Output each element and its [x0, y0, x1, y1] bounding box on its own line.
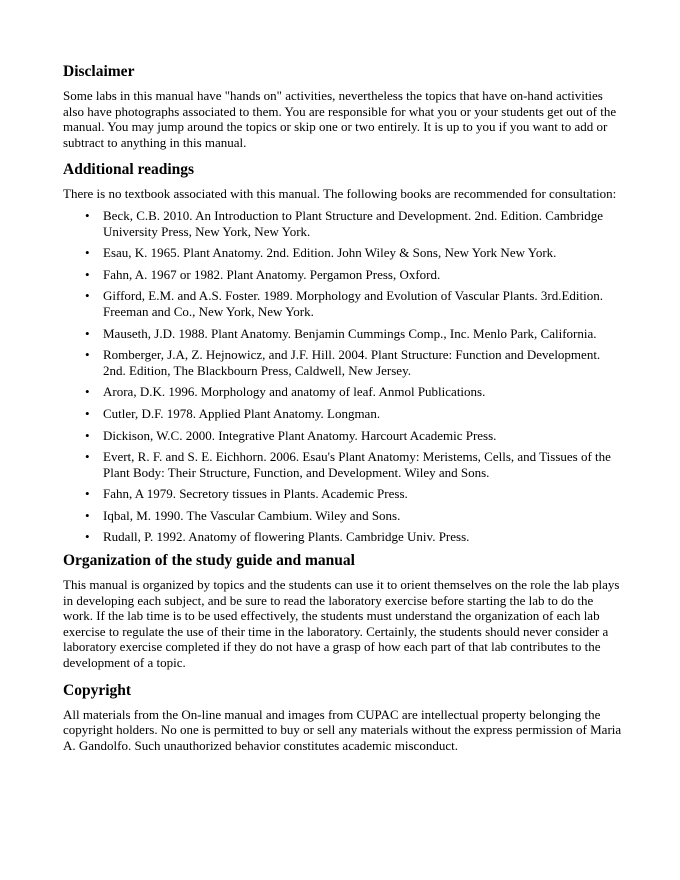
bullet-marker: • — [85, 288, 90, 304]
reference-text: Fahn, A 1979. Secretory tissues in Plants. Academic Press. — [103, 486, 408, 502]
copyright-heading: Copyright — [63, 681, 132, 699]
bullet-marker: • — [85, 405, 90, 421]
reference-item — [63, 267, 622, 283]
organization-heading: Organization of the study guide and manual — [63, 552, 355, 570]
bullet-marker: • — [85, 427, 90, 443]
reference-item — [63, 406, 622, 422]
reference-list — [63, 208, 622, 545]
reference-item — [63, 486, 622, 502]
reference-item — [63, 449, 622, 480]
reference-text: Dickison, W.C. 2000. Integrative Plant Anatomy. Harcourt Academic Press. — [103, 427, 497, 443]
disclaimer-body: Some labs in this manual have "hands on" activities, nevertheless the topics that have on-hand activities also have photographs associated to them. You are responsible for what you or your students get out of the manual. You may jump around the topics or skip one or two entirely. It is up to you if you want to add or subtract to anything in this manual. — [63, 88, 617, 150]
bullet-marker: • — [85, 449, 90, 465]
bullet-marker: • — [85, 529, 90, 545]
reference-text: Evert, R. F. and S. E. Eichhorn. 2006. Esau's Plant Anatomy: Meristems, Cells, and Tissues of the Plant Body: Their Structure, Function, and Development. Wiley and Sons. — [103, 449, 611, 480]
reference-item — [63, 208, 622, 239]
additional-readings-section — [63, 160, 622, 545]
reference-item — [63, 347, 622, 378]
additional-readings-heading: Additional readings — [63, 161, 195, 179]
reference-item — [63, 245, 622, 261]
bullet-marker: • — [85, 347, 90, 363]
reference-text: Iqbal, M. 1990. The Vascular Cambium. Wiley and Sons. — [103, 507, 401, 523]
bullet-marker: • — [85, 207, 90, 223]
organization-body: This manual is organized by topics and the students can use it to orient themselves on the role the lab plays in developing each subject, and be sure to read the laboratory exercise before starting the lab to do the work. If the lab time is to be used effectively, the students must understand the organization of each lab exercise to regulate the use of their time in the laboratory. Certainly, the students should never consider a laboratory exercise completed if they do not have a grasp of how each part of that lab contributes to the development of a topic. — [63, 577, 620, 671]
bullet-marker: • — [85, 384, 90, 400]
additional-readings-intro: There is no textbook associated with this manual. The following books are recommended for consultation: — [63, 186, 617, 202]
reference-item — [63, 288, 622, 319]
reference-text: Arora, D.K. 1996. Morphology and anatomy of leaf. Anmol Publications. — [103, 384, 486, 400]
reference-text: Fahn, A. 1967 or 1982. Plant Anatomy. Pergamon Press, Oxford. — [103, 266, 441, 282]
reference-item — [63, 529, 622, 545]
reference-item — [63, 508, 622, 524]
bullet-marker: • — [85, 245, 90, 261]
copyright-body: All materials from the On-line manual and images from CUPAC are intellectual property belonging the copyright holders. No one is permitted to buy or sell any materials without the express permission of Maria A. Gandolfo. Such unauthorized behavior constitutes academic misconduct. — [63, 706, 622, 753]
reference-item — [63, 384, 622, 400]
reference-text: Cutler, D.F. 1978. Applied Plant Anatomy. Longman. — [103, 405, 381, 421]
bullet-marker: • — [85, 266, 90, 282]
bullet-marker: • — [85, 325, 90, 341]
bullet-marker: • — [85, 507, 90, 523]
bullet-marker: • — [85, 486, 90, 502]
reference-item — [63, 428, 622, 444]
organization-section — [63, 551, 622, 671]
reference-text: Mauseth, J.D. 1988. Plant Anatomy. Benjamin Cummings Comp., Inc. Menlo Park, California. — [103, 325, 597, 341]
disclaimer-heading: Disclaimer — [63, 63, 135, 80]
copyright-section — [63, 681, 622, 754]
reference-text: Beck, C.B. 2010. An Introduction to Plant Structure and Development. 2nd. Edition. Cambridge University Press, New York, New York. — [103, 207, 604, 239]
reference-text: Romberger, J.A, Z. Hejnowicz, and J.F. Hill. 2004. Plant Structure: Function and Development. 2nd. Edition, The Blackbourn Press, Caldwell, New Jersey. — [103, 347, 601, 378]
reference-text: Gifford, E.M. and A.S. Foster. 1989. Morphology and Evolution of Vascular Plants. 3rd.Edition. Freeman and Co., New York, New York. — [103, 288, 603, 319]
disclaimer-section — [63, 62, 622, 150]
reference-text: Rudall, P. 1992. Anatomy of flowering Plants. Cambridge Univ. Press. — [103, 529, 470, 545]
reference-item — [63, 326, 622, 342]
reference-text: Esau, K. 1965. Plant Anatomy. 2nd. Edition. John Wiley & Sons, New York New York. — [103, 245, 557, 261]
